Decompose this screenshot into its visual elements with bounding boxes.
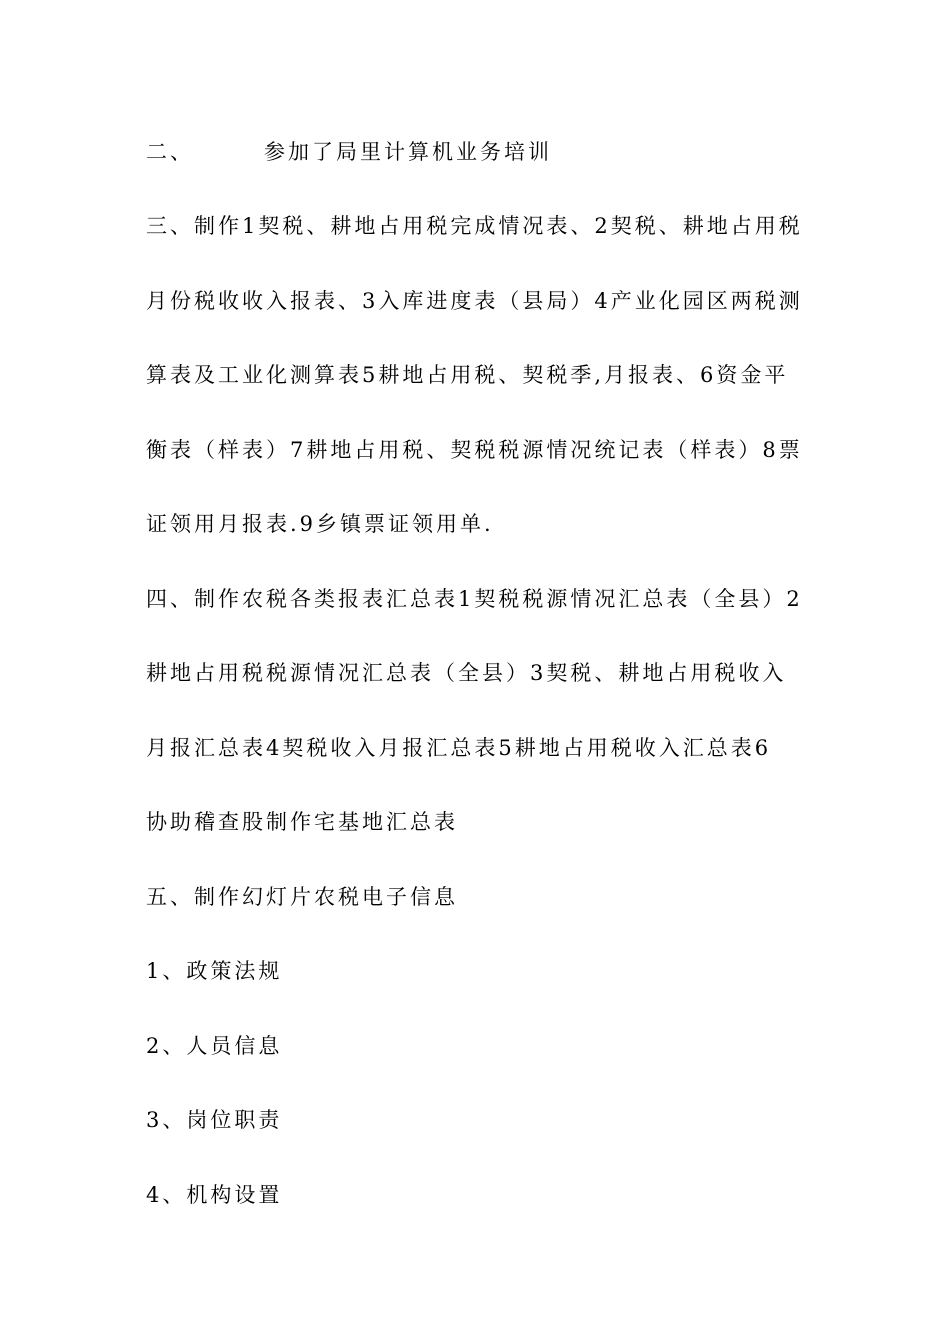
section-2-heading — [146, 137, 816, 167]
section-5-title: 五、制作幻灯片农税电子信息 — [146, 885, 458, 909]
section-5-item-2: 2、人员信息 — [146, 1034, 283, 1058]
section-5-item-3: 3、岗位职责 — [146, 1108, 283, 1132]
section-5-item-4: 4、机构设置 — [146, 1183, 283, 1207]
section-3-line-5: 证领用月报表.9乡镇票证领用单. — [146, 512, 494, 536]
section-3-line-4: 衡表（样表）7耕地占用税、契税税源情况统记表（样表）8票 — [146, 438, 803, 462]
section-4-line-3: 月报汇总表4契税收入月报汇总表5耕地占用税收入汇总表6 — [146, 736, 772, 760]
section-4-line-4: 协助稽查股制作宅基地汇总表 — [146, 810, 458, 834]
section-3-line-1: 三、制作1契税、耕地占用税完成情况表、2契税、耕地占用税 — [146, 214, 803, 238]
section-5-item-1: 1、政策法规 — [146, 959, 283, 983]
section-2-text: 参加了局里计算机业务培训 — [264, 140, 552, 164]
section-3-line-2: 月份税收收入报表、3入库进度表（县局）4产业化园区两税测 — [146, 289, 803, 313]
section-4-line-1: 四、制作农税各类报表汇总表1契税税源情况汇总表（全县）2 — [146, 587, 803, 611]
section-3-line-3: 算表及工业化测算表5耕地占用税、契税季,月报表、6资金平 — [146, 363, 789, 387]
section-2-number: 二、 — [146, 140, 194, 164]
section-4-line-2: 耕地占用税税源情况汇总表（全县）3契税、耕地占用税收入 — [146, 661, 787, 685]
